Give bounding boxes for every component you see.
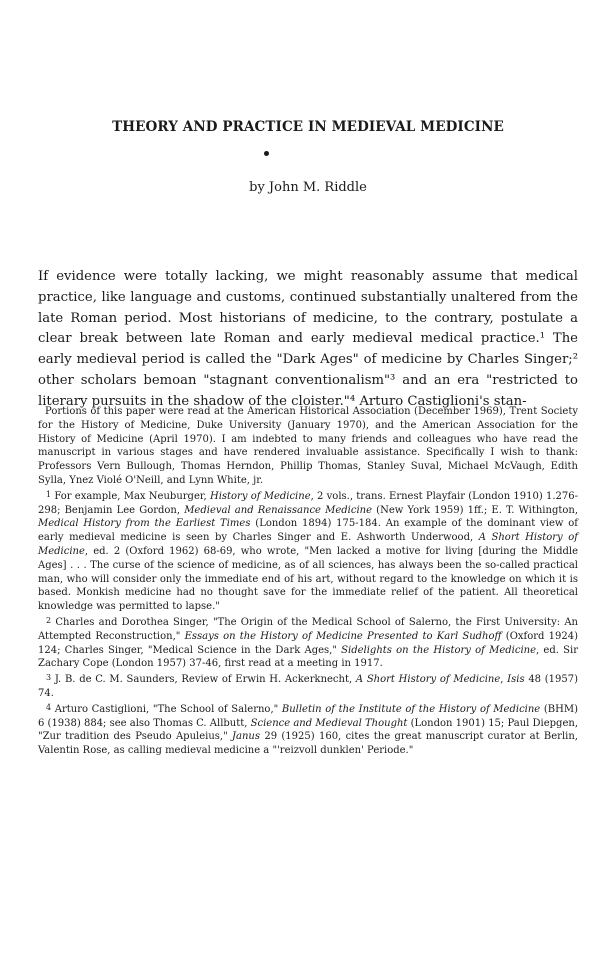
article-title: THEORY AND PRACTICE IN MEDIEVAL MEDICINE <box>112 119 504 135</box>
footnote-1 <box>38 488 578 614</box>
footnote-4-text: Arturo Castiglioni, "The School of Salerno," <box>51 703 282 715</box>
footnote-1-number: 1 <box>46 489 52 499</box>
footnote-1-text: , ed. 2 (Oxford 1962) 68-69, who wrote, "Men lacked a motive for living [during the Middle Ages] . . . The curse of the science of medicine, as of all sciences, has always been the so-called practical man, who will consider only the immediate end of his art, without regard to the knowledge on which it is based. Monkish medicine had no thought save for the immediate relief of the patient. All theoretical knowledge was permitted to lapse." <box>38 545 578 613</box>
footnote-1-title: A Short History of Medicine <box>38 532 578 557</box>
footnote-2-text: , ed. Sir Zachary Cope (London 1957) 37-46, first read at a meeting in 1917. <box>38 644 578 670</box>
footnote-3-text: , <box>500 674 508 686</box>
footnote-1-text: (New York 1959) 1ff.; E. T. Withington, <box>372 504 578 516</box>
footnote-3-title: Isis <box>507 674 525 686</box>
acknowledgment-note: Portions of this paper were read at the American Historical Association (December 1969), Trent Society for the History of Medicine, Duke University (January 1970), and the American Association for the History of Medicine (April 1970). I am indebted to many friends and colleagues who have read the manuscript in various stages and have rendered invaluable assistance. Specifically I wish to thank: Professors Vern Bullough, Thomas Herndon, Phillip Thomas, Stanley Suval, Michael McVaugh, Edith Sylla, Ynez Violé O'Neill, and Lynn White, jr. <box>38 406 578 486</box>
footnote-3-text: 48 (1957) 74. <box>38 674 579 699</box>
footnote-4-text: 29 (1925) 160, cites the great manuscript curator at Berlin, Valentin Rose, as calling medieval medicine a "'reizvoll dunklen' Periode." <box>38 731 578 757</box>
footnote-1-text: (London 1894) 175-184. An example of the dominant view of early medieval medicine is seen by Charles Singer and E. Ashworth Underwood, <box>38 518 579 544</box>
footnote-3 <box>38 671 578 701</box>
footnote-2-title: Sidelights on the History of Medicine <box>341 644 537 656</box>
opening-paragraph: If evidence were totally lacking, we might reasonably assume that medical practice, like language and customs, continued substantially unaltered from the late Roman period. Most historians of medicine, to the contrary, postulate a clear break between late Roman and early medieval medical practice.¹ The early medieval period is called the "Dark Ages" of medicine by Charles Singer;² other scholars bemoan "stagnant conventionalism"³ and an era "restricted to literary pursuits in the shadow of the cloister."⁴ Arturo Castiglioni's stan- <box>38 269 578 409</box>
footnote-2 <box>38 614 578 671</box>
footnote-1-title: Medical History from the Earliest Times <box>38 518 251 530</box>
footnote-1-text: For example, Max Neuburger, <box>51 490 210 502</box>
footnotes <box>38 405 578 758</box>
footnote-3-text: J. B. de C. M. Saunders, Review of Erwin H. Ackerknecht, <box>51 674 356 686</box>
title-ornament-dot <box>264 151 269 156</box>
author-byline: by John M. Riddle <box>249 180 367 195</box>
footnote-2-text: (Oxford 1924) 124; Charles Singer, "Medical Science in the Dark Ages," <box>38 630 578 656</box>
footnote-3-title: A Short History of Medicine <box>355 674 501 686</box>
footnote-4-text: (London 1901) 15; Paul Diepgen, "Zur tradition des Pseudo Apuleius," <box>38 717 578 743</box>
footnote-3-number: 3 <box>46 673 52 683</box>
footnote-2-title: Essays on the History of Medicine Presented to Karl Sudhoff <box>184 630 502 642</box>
footnote-4-title: Science and Medieval Thought <box>250 717 408 729</box>
footnote-4-text: (BHM) 6 (1938) 884; see also Thomas C. Allbutt, <box>38 703 578 729</box>
footnote-1-text: , 2 vols., trans. Ernest Playfair (London 1910) 1.276-298; Benjamin Lee Gordon, <box>38 490 578 516</box>
footnote-1-title: History of Medicine <box>209 490 311 502</box>
footnote-1-title: Medieval and Renaissance Medicine <box>184 504 373 516</box>
footnote-4-title: Janus <box>232 731 260 743</box>
footnote-4-number: 4 <box>46 702 52 712</box>
footnote-2-number: 2 <box>46 615 52 625</box>
footnote-4 <box>38 701 578 758</box>
footnote-4-title: Bulletin of the Institute of the History of Medicine <box>281 703 541 715</box>
footnote-2-text: Charles and Dorothea Singer, "The Origin of the Medical School of Salerno, the First University: An Attempted Reconstruction," <box>38 616 578 642</box>
